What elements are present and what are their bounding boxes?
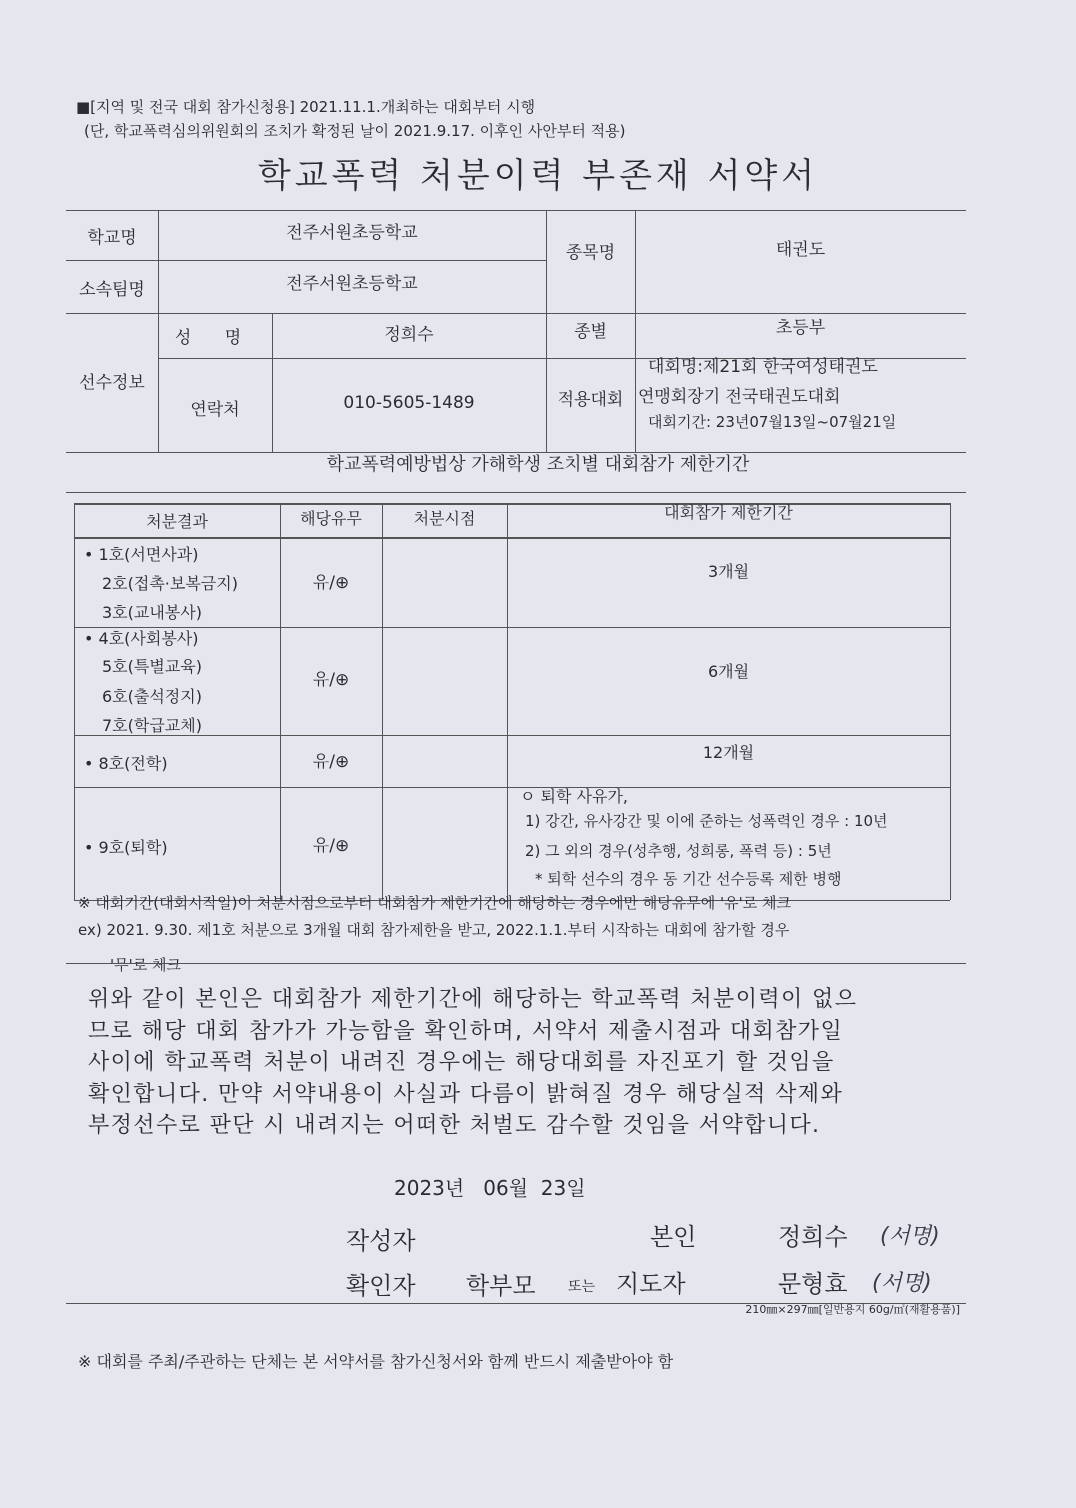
contact-value: 010-5605-1489 bbox=[343, 393, 475, 413]
row4-check: 유/⊕ bbox=[312, 835, 350, 856]
confirmer-or: 또는 bbox=[568, 1279, 596, 1295]
pledge-line-5: 부정선수로 판단 시 내려지는 어떠한 처벌도 감수할 것임을 서약합니다. bbox=[88, 1113, 821, 1138]
writer-signature: (서명) bbox=[880, 1224, 940, 1249]
pledge-line-3: 사이에 학교폭력 처분이 내려진 경우에는 해당대회를 자진포기 할 것임을 bbox=[88, 1050, 835, 1075]
pledge-line-4: 확인합니다. 만약 서약내용이 사실과 다름이 밝혀질 경우 해당실적 삭제와 bbox=[88, 1081, 844, 1107]
row1-check: 유/⊕ bbox=[312, 572, 350, 593]
confirmer-coach: 지도자 bbox=[616, 1270, 686, 1298]
footer-note: ※ 대회를 주최/주관하는 단체는 본 서약서를 참가신청서와 함께 반드시 제출받아야 함 bbox=[78, 1352, 674, 1371]
divider bbox=[382, 503, 383, 900]
header-period: 대회참가 제한기간 bbox=[664, 502, 793, 522]
contact-label: 연락처 bbox=[190, 399, 240, 420]
row2-line3: 6호(출석정지) bbox=[102, 687, 202, 706]
note-line-3: '무'로 체크 bbox=[110, 956, 181, 974]
writer-role: 본인 bbox=[650, 1223, 697, 1251]
row2-line2: 5호(특별교육) bbox=[102, 657, 202, 676]
note-line-2: ex) 2021. 9.30. 제1호 처분으로 3개월 대회 참가제한을 받고, 2022.1.1.부터 시작하는 대회에 참가할 경우 bbox=[78, 921, 790, 939]
school-label: 학교명 bbox=[87, 227, 137, 248]
event-value: 태권도 bbox=[775, 239, 826, 260]
row1-line2: 2호(접촉·보복금지) bbox=[102, 574, 238, 593]
row3-check: 유/⊕ bbox=[312, 751, 350, 772]
competition-line-1: 대회명:제21회 한국여성태권도 bbox=[648, 357, 878, 377]
row4-period-line2: 1) 강간, 유사강간 및 이에 준하는 성폭력인 경우 : 10년 bbox=[525, 812, 888, 830]
name-label: 성 명 bbox=[174, 328, 256, 348]
row4-period-line1: ㅇ 퇴학 사유가, bbox=[520, 787, 628, 806]
row4-period-line4: * 퇴학 선수의 경우 동 기간 선수등록 제한 병행 bbox=[535, 870, 842, 888]
document-title: 학교폭력 처분이력 부존재 서약서 bbox=[257, 156, 819, 196]
event-label: 종목명 bbox=[565, 242, 616, 263]
category-value: 초등부 bbox=[775, 318, 826, 338]
divider bbox=[74, 537, 950, 539]
header-result: 처분결과 bbox=[146, 511, 208, 531]
writer-label: 작성자 bbox=[346, 1227, 416, 1255]
row2-line4: 7호(학급교체) bbox=[102, 716, 202, 735]
competition-line-3: 대회기간: 23년07월13일~07월21일 bbox=[648, 413, 897, 431]
competition-line-2: 연맹회장기 전국태권도대회 bbox=[638, 387, 841, 407]
school-value: 전주서원초등학교 bbox=[286, 222, 418, 243]
pledge-line-1: 위와 같이 본인은 대회참가 제한기간에 해당하는 학교폭력 처분이력이 없으 bbox=[88, 987, 858, 1012]
divider bbox=[74, 627, 950, 628]
competition-label: 적용대회 bbox=[557, 389, 624, 410]
row1-line1: • 1호(서면사과) bbox=[84, 545, 199, 564]
notice-line-2: (단, 학교폭력심의위원회의 조치가 확정된 날이 2021.9.17. 이후인 사안부터 적용) bbox=[84, 122, 626, 140]
notice-line-1: ■[지역 및 전국 대회 참가신청용] 2021.11.1.개최하는 대회부터 시행 bbox=[76, 98, 536, 116]
name-value: 정희수 bbox=[384, 325, 434, 345]
header-date: 처분시점 bbox=[413, 508, 476, 528]
pledge-line-2: 므로 해당 대회 참가가 가능함을 확인하며, 서약서 제출시점과 대회참가일 bbox=[88, 1018, 844, 1044]
pledge-text bbox=[88, 984, 968, 1142]
category-label: 종별 bbox=[574, 322, 607, 342]
confirmer-parent: 학부모 bbox=[466, 1272, 536, 1300]
writer-name: 정희수 bbox=[778, 1223, 848, 1251]
team-value: 전주서원초등학교 bbox=[286, 273, 418, 294]
divider bbox=[66, 963, 966, 964]
row4-line1: • 9호(퇴학) bbox=[84, 838, 168, 857]
athlete-label: 선수정보 bbox=[79, 372, 145, 393]
confirmer-name: 문형효 bbox=[778, 1270, 848, 1298]
table-subtitle: 학교폭력예방법상 가해학생 조치별 대회참가 제한기간 bbox=[326, 454, 750, 475]
note-line-1: ※ 대회기간(대회시작일)이 처분시점으로부터 대회참가 제한기간에 해당하는 경우에만 해당유무에 '유'로 체크 bbox=[78, 894, 791, 912]
team-label: 소속팀명 bbox=[79, 279, 145, 300]
divider bbox=[66, 492, 966, 493]
confirmer-signature: (서명) bbox=[872, 1271, 932, 1296]
paper-spec: 210㎜×297㎜[일반용지 60g/㎡(재활용품)] bbox=[745, 1303, 960, 1316]
divider bbox=[950, 503, 951, 900]
row2-check: 유/⊕ bbox=[312, 669, 350, 690]
row2-period: 6개월 bbox=[707, 661, 750, 681]
row1-period: 3개월 bbox=[707, 561, 750, 581]
row1-line3: 3호(교내봉사) bbox=[102, 603, 202, 622]
confirmer-label: 확인자 bbox=[346, 1272, 416, 1300]
row3-line1: • 8호(전학) bbox=[84, 754, 168, 773]
row4-period-line3: 2) 그 외의 경우(성추행, 성희롱, 폭력 등) : 5년 bbox=[525, 842, 832, 860]
divider bbox=[74, 787, 950, 788]
row2-line1: • 4호(사회봉사) bbox=[84, 629, 199, 648]
header-applicable: 해당유무 bbox=[300, 508, 362, 528]
row3-period: 12개월 bbox=[702, 742, 755, 762]
divider bbox=[74, 503, 75, 900]
pledge-date: 2023년 06월 23일 bbox=[394, 1176, 586, 1200]
